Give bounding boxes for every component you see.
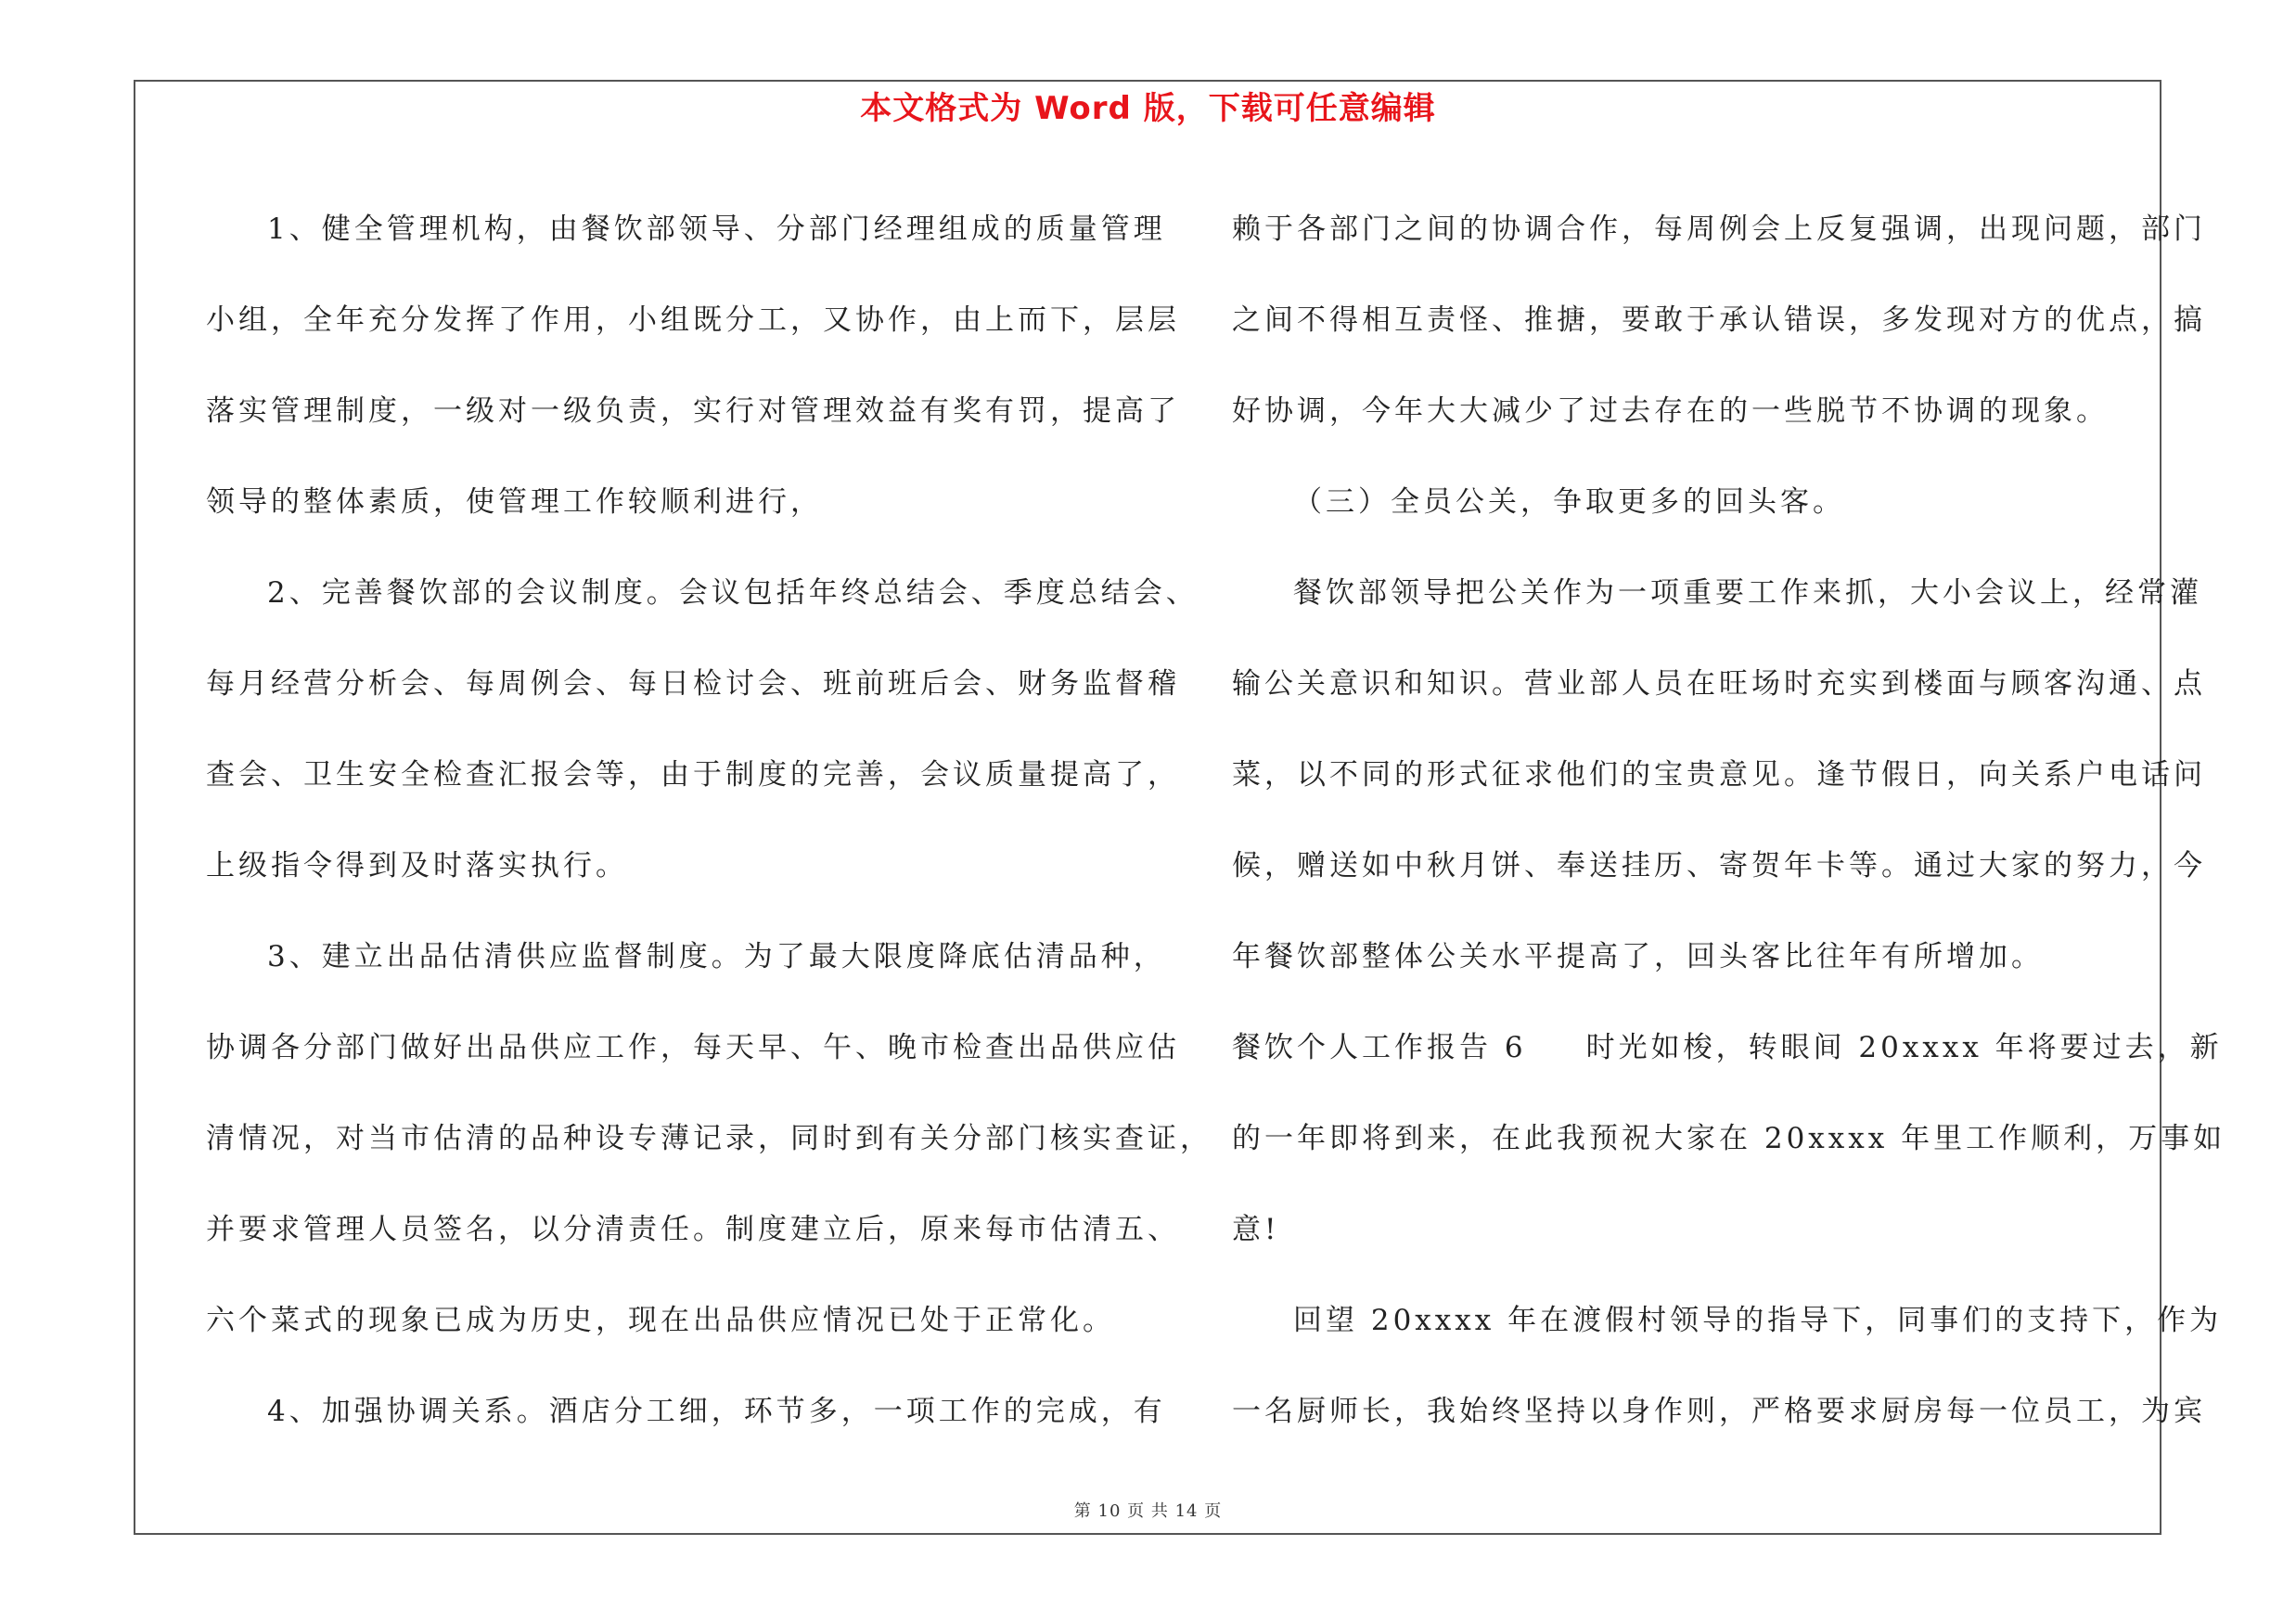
paragraph-line: 查会、卫生安全检查汇报会等，由于制度的完善，会议质量提高了，	[206, 758, 1180, 792]
paragraph-line: 菜，以不同的形式征求他们的宝贵意见。逢节假日，向关系户电话问	[1232, 758, 2206, 792]
word-format-banner: 本文格式为 Word 版，下载可任意编辑	[860, 90, 1436, 127]
paragraph-line: 之间不得相互责怪、推搪，要敢于承认错误，多发现对方的优点，搞	[1232, 303, 2206, 337]
paragraph-line: 好协调，今年大大减少了过去存在的一些脱节不协调的现象。	[1232, 394, 2109, 428]
paragraph-line: 餐饮部领导把公关作为一项重要工作来抓，大小会议上，经常灌	[1293, 576, 2202, 610]
paragraph-line: 上级指令得到及时落实执行。	[206, 849, 628, 882]
paragraph-line: 赖于各部门之间的协调合作，每周例会上反复强调，出现问题，部门	[1232, 213, 2206, 246]
paragraph-line: 落实管理制度，一级对一级负责，实行对管理效益有奖有罚，提高了	[206, 394, 1180, 428]
paragraph-line: 3、建立出品估清供应监督制度。为了最大限度降底估清品种，	[267, 940, 1166, 973]
paragraph-text: 时光如梭，转眼间 20xxxx 年将要过去，新	[1585, 1031, 2223, 1064]
report-heading: 餐饮个人工作报告 6	[1232, 1031, 1527, 1064]
paragraph-line: 的一年即将到来，在此我预祝大家在 20xxxx 年里工作顺利，万事如	[1232, 1122, 2226, 1155]
paragraph-line: 意!	[1232, 1213, 1280, 1246]
paragraph-line: 年餐饮部整体公关水平提高了，回头客比往年有所增加。	[1232, 940, 2044, 973]
section-heading: （三）全员公关，争取更多的回头客。	[1293, 485, 1845, 519]
paragraph-line: 六个菜式的现象已成为历史，现在出品供应情况已处于正常化。	[206, 1304, 1115, 1337]
paragraph-line: 候，赠送如中秋月饼、奉送挂历、寄贺年卡等。通过大家的努力，今	[1232, 849, 2206, 882]
paragraph-line: 每月经营分析会、每周例会、每日检讨会、班前班后会、财务监督稽	[206, 667, 1180, 701]
paragraph-line: 一名厨师长，我始终坚持以身作则，严格要求厨房每一位员工，为宾	[1232, 1395, 2206, 1428]
report-heading-line	[1232, 1002, 2223, 1093]
paragraph-line: 2、完善餐饮部的会议制度。会议包括年终总结会、季度总结会、	[267, 576, 1199, 610]
paragraph-line: 小组，全年充分发挥了作用，小组既分工，又协作，由上而下，层层	[206, 303, 1180, 337]
left-column	[206, 184, 1212, 1457]
right-column	[1232, 184, 2226, 1457]
paragraph-line: 4、加强协调关系。酒店分工细，环节多，一项工作的完成，有	[267, 1395, 1166, 1428]
paragraph-line: 并要求管理人员签名，以分清责任。制度建立后，原来每市估清五、	[206, 1213, 1180, 1246]
page-number-footer: 第 10 页 共 14 页	[1073, 1501, 1223, 1521]
paragraph-line: 1、健全管理机构，由餐饮部领导、分部门经理组成的质量管理	[267, 213, 1166, 246]
paragraph-line: 领导的整体素质，使管理工作较顺利进行，	[206, 485, 823, 519]
paragraph-line: 清情况，对当市估清的品种设专薄记录，同时到有关分部门核实查证，	[206, 1122, 1212, 1155]
paragraph-line: 协调各分部门做好出品供应工作，每天早、午、晚市检查出品供应估	[206, 1031, 1180, 1064]
paragraph-line: 回望 20xxxx 年在渡假村领导的指导下，同事们的支持下，作为	[1293, 1304, 2223, 1337]
paragraph-line: 输公关意识和知识。营业部人员在旺场时充实到楼面与顾客沟通、点	[1232, 667, 2206, 701]
